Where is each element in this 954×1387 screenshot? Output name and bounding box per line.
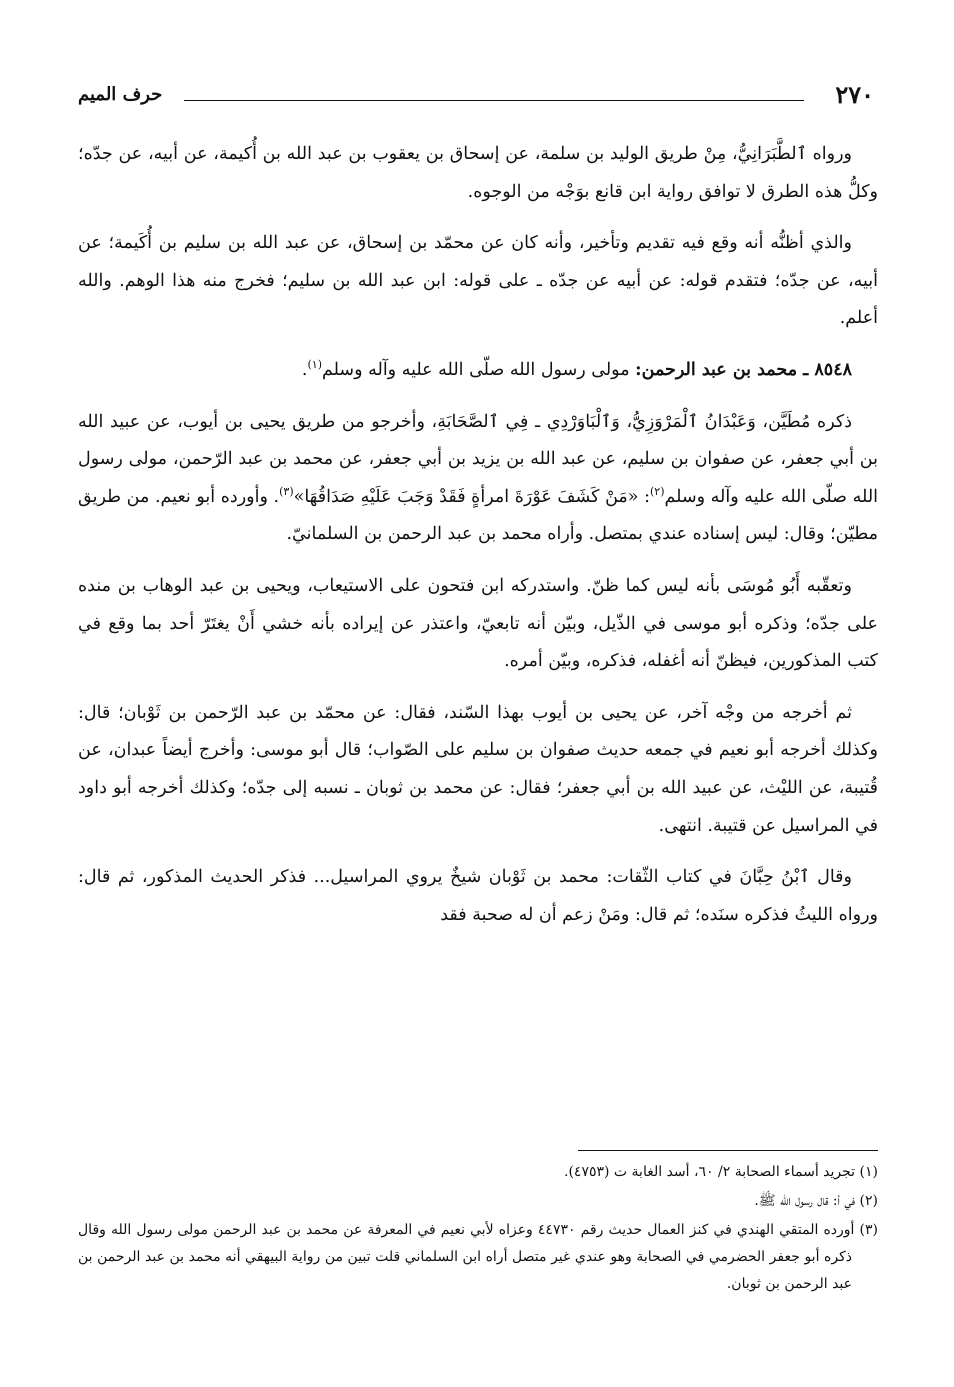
page-number: ٢٧٠ <box>835 80 874 109</box>
hadith-continuation: . وأورده أبو نعيم. من طريق مطيّن؛ وقال: ليس إسناده عندي بمتصل. وأراه محمد بن عبد الرحمن بن السلمانيّ. <box>78 486 878 545</box>
paragraph-other-route: ثم أخرجه من وجْه آخر، عن يحيى بن أيوب بهذا السّند، فقال: عن محمّد بن عبد الرّحمن بن ثَوْبان؛ قال: وكذلك أخرجه أبو نعيم في جمعه حديث صفوان بن سليم على الصّواب؛ قال أبو موسى: وأخرج أيضاً عبدان، عن قُتيبة، عن الليْث، عن عبيد الله بن أبي جعفر؛ فقال: عن محمد بن ثوبان ـ نسبه إلى جدّه؛ وكذلك أخرجه أبو داود في المراسيل عن قتيبة. انتهى. <box>78 702 878 836</box>
footnote-rule <box>578 1150 878 1151</box>
footnote-1: (١) تجريد أسماء الصحابة ٢/ ٦٠، أسد الغابة ت (٤٧٥٣). <box>564 1164 878 1180</box>
footnote-ref-1[interactable]: (١) <box>307 358 322 372</box>
paragraph-hadith <box>78 404 878 554</box>
footnotes <box>78 1150 878 1300</box>
entry-heading: ٨٥٤٨ ـ محمد بن عبد الرحمن: <box>635 359 852 380</box>
footnote-ref-3[interactable]: (٣) <box>279 484 294 498</box>
hadith-quote: : «مَنْ كَشَفَ عَوْرَةَ امرأةٍ فَقَدْ وَجَبَ عَلَيْهِ صَدَاقُهَا» <box>293 486 650 507</box>
paragraph-tabarani: ورواه ٱلطَّبَرَانِيُّ، مِنْ طريق الوليد بن سلمة، عن إسحاق بن يعقوب بن عبد الله بن أُكيمة، عن أبيه، عن جدّه؛ وكلُّ هذه الطرق لا توافق رواية ابن قانع بوَجْه من الوجوه. <box>78 144 878 202</box>
hadith-intro: ذكره مُطَيَّن، وَعَبْدَانُ ٱلْمَرْوَزِيُّ، وَٱلْبَاوَرْدِي ـ فِي ٱلصَّحَابَةِ، وأخرجو من طريق يحيى بن أيوب، عن عبيد الله بن أبي جعفر، عن صفوان بن سليم، عن عبد الله بن يزيد بن أبي جعفر، عن محمد بن عبد الرّحمن، مولى رسول الله صلّى الله عليه وآله وسلم <box>78 411 879 507</box>
main-text <box>78 136 878 948</box>
entry-8548 <box>78 352 878 390</box>
footnote-3: (٣) أورده المتقي الهندي في كنز العمال حديث رقم ٤٤٧٣٠ وعزاه لأبي نعيم في المعرفة عن محمد بن عبد الرحمن مولى رسول الله وقال ذكره أبو جعفر الحضرمي في الصحابة وهو عندي غير متصل أراه ابن السلماني قلت تبين من رواية البيهقي أنه محمد بن عبد الرحمن بن عبد الرحمن بن ثوبان. <box>78 1222 878 1292</box>
paragraph-abu-musa: وتعقّبه أَبُو مُوسَى بأنه ليس كما ظنّ. واستدركه ابن فتحون على الاستيعاب، ويحيى بن عبد الوهاب بن منده على جدّه؛ وذكره أبو موسى في الذّيل، وبيّن أنه تابعيّ، واعتذر عن إيراده بأنه خشي أَنْ يغتَرّ أحد بما وقع في كتب المذكورين، فيظنّ أنه أغفله، فذكره، وبيّن أمره. <box>78 575 878 672</box>
paragraph-ibn-hibban: وقال ٱبْنُ حِبَّانَ في كتاب الثّقات: محمد بن ثَوْبان شيخٌ يروي المراسيل... فذكر الحديث المذكور، ثم قال: ورواه الليثُ فذكره سنَده؛ ثم قال: ومَنْ زعم أن له صحبة فقد <box>78 867 878 925</box>
header-rule <box>184 100 804 101</box>
page-header <box>78 78 874 112</box>
entry-end: . <box>301 359 308 380</box>
paragraph-opinion: والذي أظنُّه أنه وقع فيه تقديم وتأخير، وأنه كان عن محمّد بن إسحاق، عن عبد الله بن سليم بن أُكَيمة؛ عن أبيه، عن جدّه؛ فتقدم قوله: عن أبيه عن جدّه ـ على قوله: ابن عبد الله بن سليم؛ فخرج منه هذا الوهم. والله أعلم. <box>78 233 878 329</box>
running-title: حرف الميم <box>78 84 163 105</box>
entry-text: مولى رسول الله صلّى الله عليه وآله وسلم <box>321 359 636 380</box>
footnote-ref-2[interactable]: (٢) <box>650 484 665 498</box>
footnote-2: (٢) في أ: قال رسول الله ﷺ. <box>754 1193 878 1209</box>
